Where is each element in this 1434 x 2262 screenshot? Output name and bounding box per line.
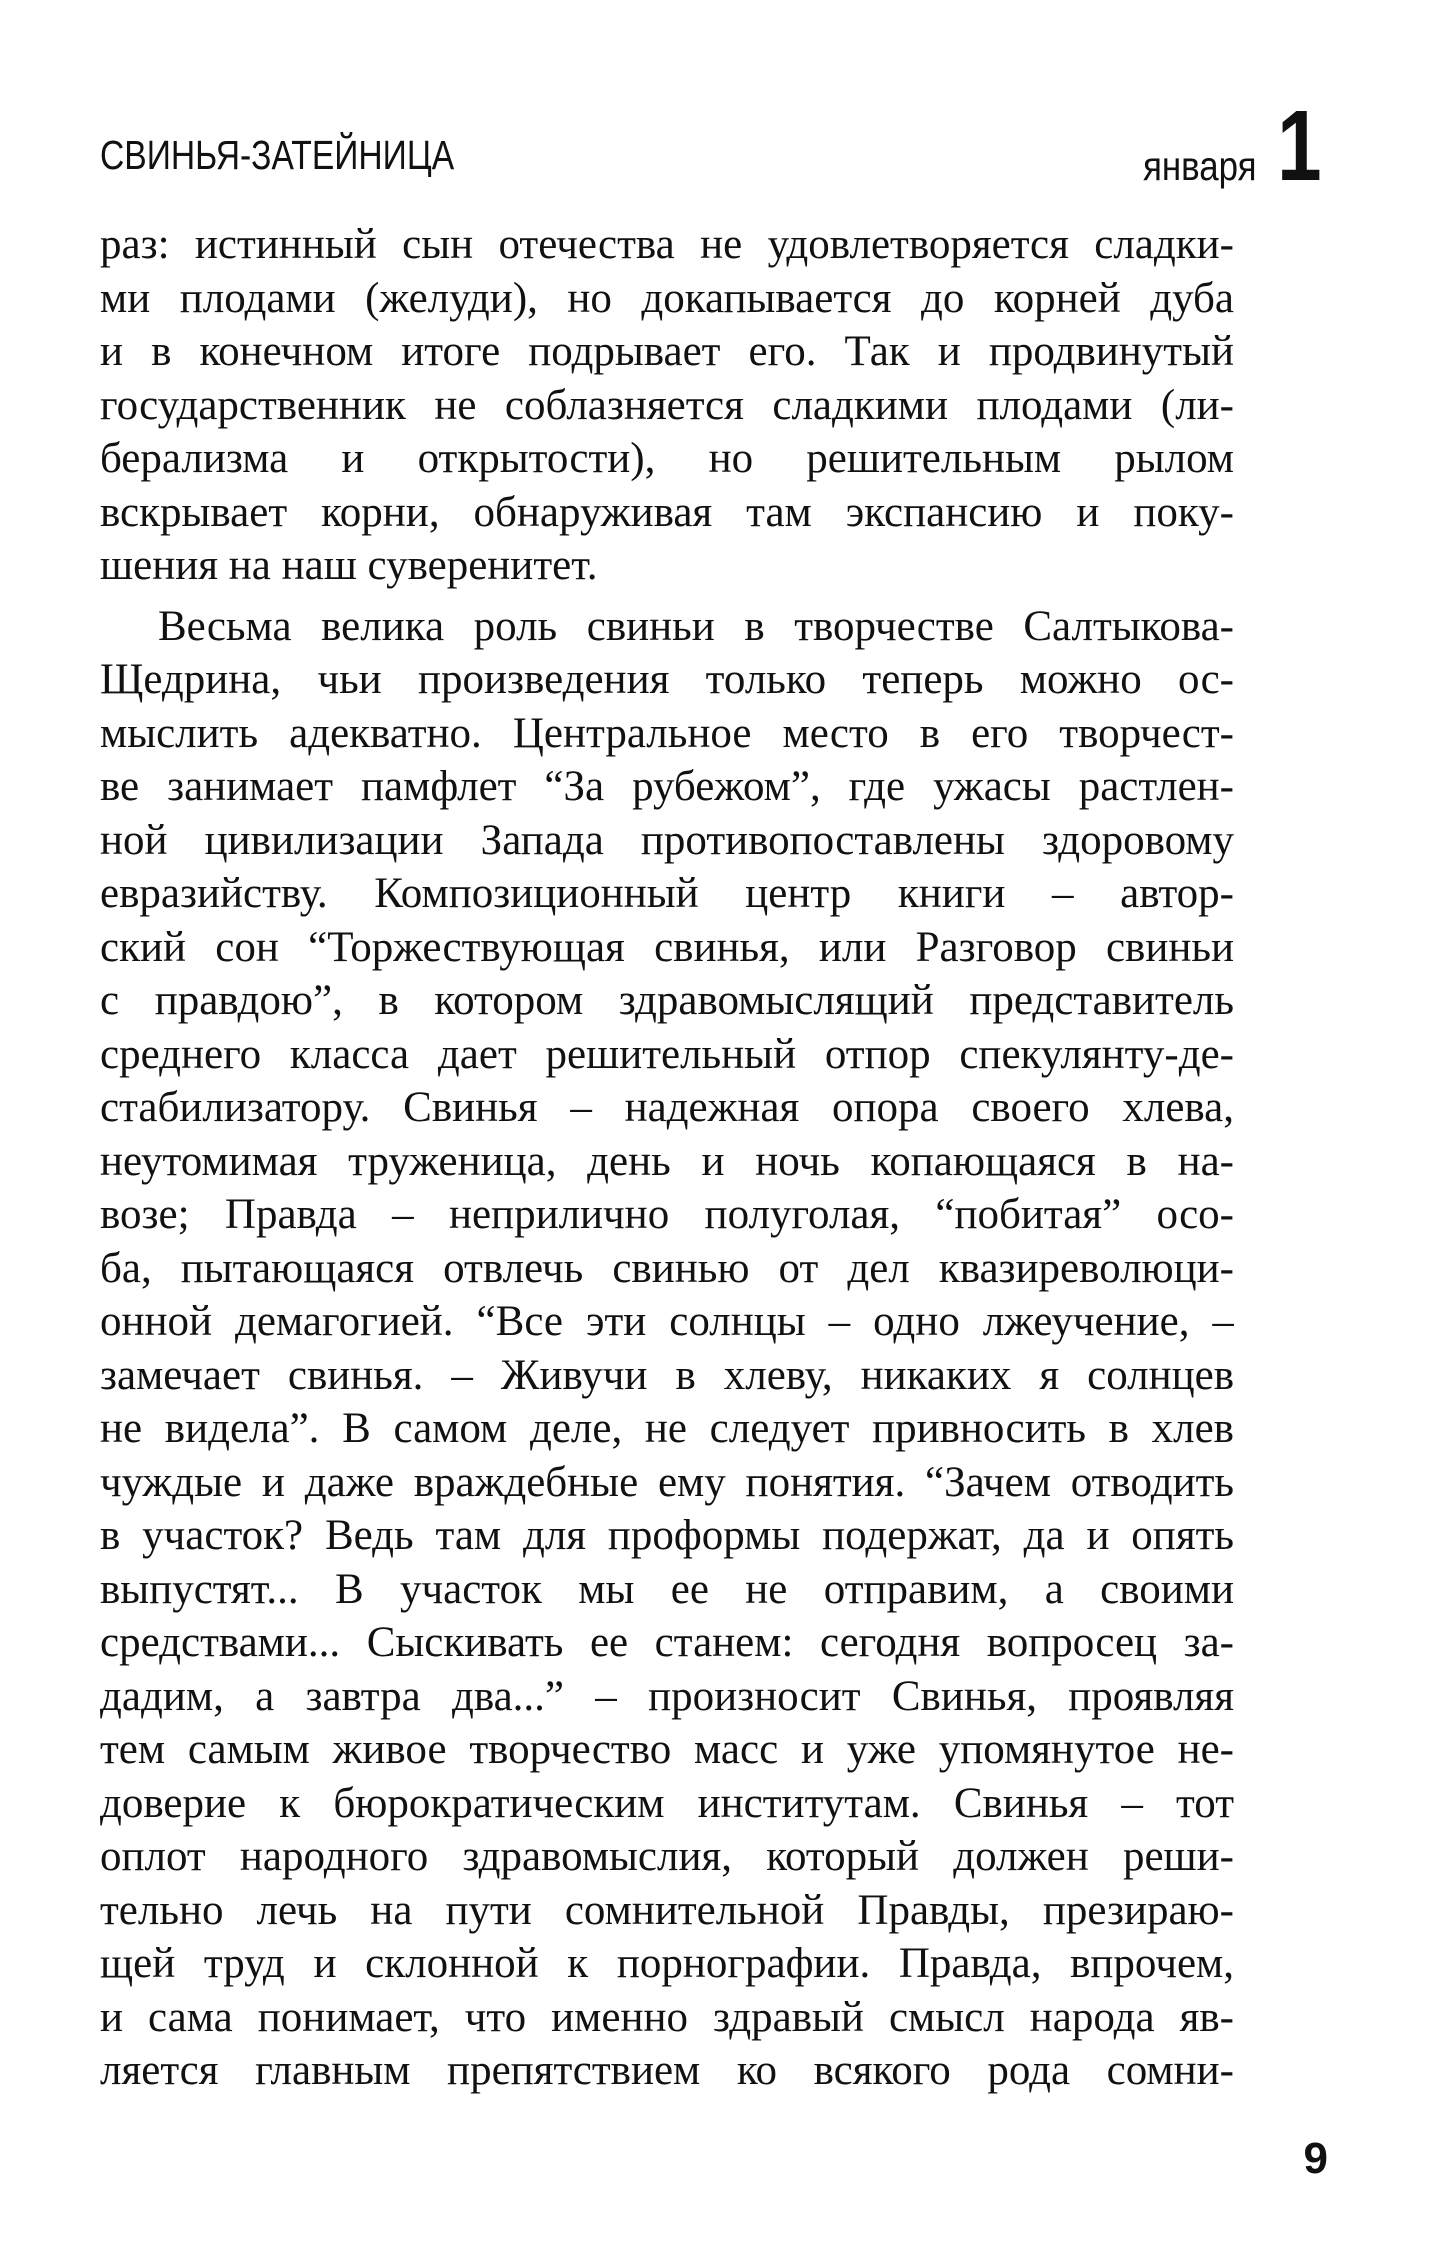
- text-line: ляется главным препятствием ко всякого рода сомни-: [100, 2047, 1234, 2094]
- text-line: щей труд и склонной к порнографии. Правда, впрочем,: [100, 1940, 1234, 1987]
- text-line: среднего класса дает решительный отпор спекулянту-де-: [100, 1030, 1234, 1078]
- text-line: оплот народного здравомыслия, который должен реши-: [100, 1833, 1234, 1880]
- text-line: берализма и открытости), но решительным рылом: [100, 435, 1234, 482]
- text-line: тем самым живое творчество масс и уже упомянутое не-: [100, 1726, 1234, 1773]
- text-line: возе; Правда – неприлично полуголая, “побитая” осо-: [100, 1191, 1234, 1238]
- text-line: ве занимает памфлет “За рубежом”, где ужасы растлен-: [100, 763, 1234, 810]
- text-line: онной демагогией. “Все эти солнцы – одно лжеучение, –: [100, 1298, 1234, 1345]
- paragraph: [100, 218, 1234, 593]
- text-line: замечает свинья. – Живучи в хлеву, никаких я солнцев: [100, 1351, 1234, 1399]
- text-line: с правдою”, в котором здравомыслящий представитель: [100, 977, 1234, 1024]
- text-line: Весьма велика роль свиньи в творчестве Салтыкова-: [158, 602, 1234, 650]
- paragraph: [100, 600, 1234, 2098]
- text-line: средствами... Сыскивать ее станем: сегодня вопросец за-: [100, 1619, 1234, 1666]
- text-line: ский сон “Торжествующая свинья, или Разговор свиньи: [100, 923, 1234, 971]
- text-line: ба, пытающаяся отвлечь свинью от дел квазиреволюци-: [100, 1244, 1234, 1292]
- text-line: раз: истинный сын отечества не удовлетворяется сладки-: [100, 221, 1234, 268]
- text-line: и в конечном итоге подрывает его. Так и продвинутый: [100, 328, 1234, 375]
- text-line: чуждые и даже враждебные ему понятия. “Зачем отводить: [100, 1458, 1234, 1506]
- text-line: не видела”. В самом деле, не следует привносить в хлев: [100, 1405, 1234, 1452]
- text-line: мыслить адекватно. Центральное место в его творчест-: [100, 709, 1234, 757]
- date-heading: [1123, 90, 1322, 202]
- text-line: ной цивилизации Запада противопоставлены здоровому: [100, 816, 1234, 864]
- text-line: дадим, а завтра два...” – произносит Свинья, проявляя: [100, 1672, 1234, 1720]
- date-day: 1: [1277, 90, 1322, 202]
- text-line: и сама понимает, что именно здравый смысл народа яв-: [100, 1993, 1234, 2041]
- text-line: стабилизатору. Свинья – надежная опора своего хлева,: [100, 1084, 1234, 1131]
- text-line: тельно лечь на пути сомнительной Правды, презираю-: [100, 1886, 1234, 1934]
- text-line: в участок? Ведь там для проформы подержат, да и опять: [100, 1512, 1234, 1559]
- text-line: ми плодами (желуди), но докапывается до корней дуба: [100, 274, 1234, 322]
- text-line: шения на наш суверенитет.: [100, 542, 598, 589]
- text-line: доверие к бюрократическим институтам. Свинья – тот: [100, 1779, 1234, 1827]
- text-line: неутомимая труженица, день и ночь копающаяся в на-: [100, 1137, 1234, 1185]
- text-line: государственник не соблазняется сладкими плодами (ли-: [100, 381, 1234, 429]
- date-month: января: [1142, 143, 1257, 189]
- page-number: 9: [1303, 2134, 1328, 2183]
- text-line: Щедрина, чьи произведения только теперь можно ос-: [100, 656, 1234, 703]
- paragraph-gap: [100, 593, 1234, 600]
- body-text: [100, 218, 1234, 2098]
- text-line: выпустят... В участок мы ее не отправим, а своими: [100, 1565, 1234, 1613]
- text-line: евразийству. Композиционный центр книги – автор-: [100, 870, 1234, 917]
- running-title: СВИНЬЯ-ЗАТЕЙНИЦА: [100, 132, 455, 178]
- text-line: вскрывает корни, обнаруживая там экспансию и поку-: [100, 488, 1234, 536]
